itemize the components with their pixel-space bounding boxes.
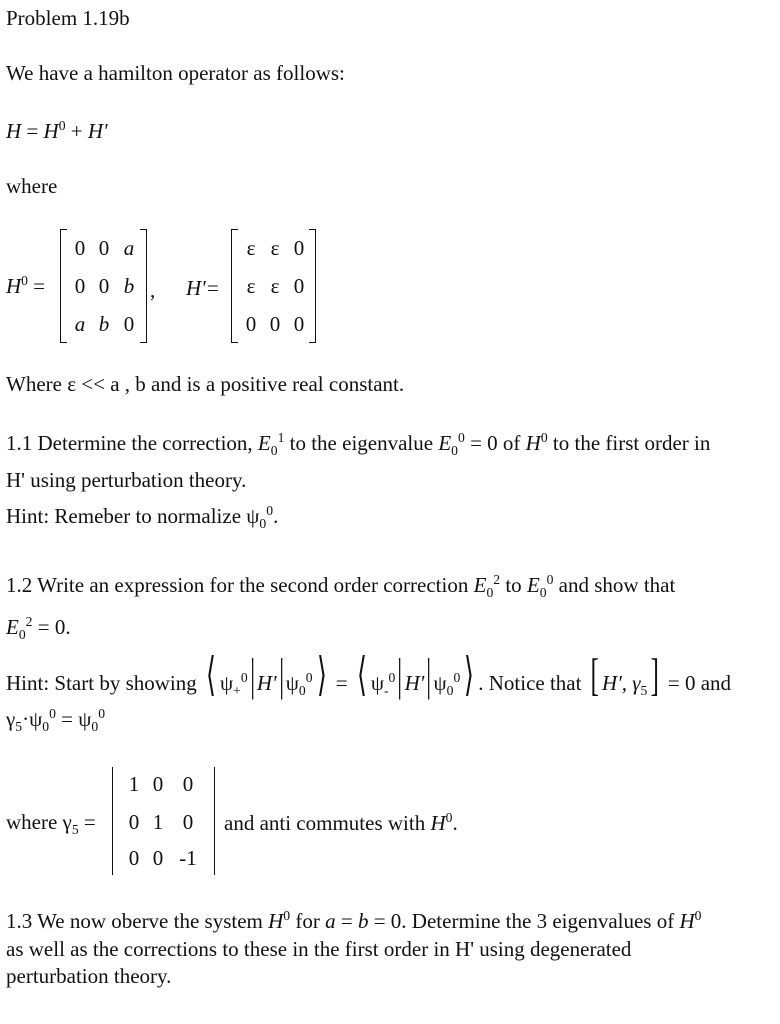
gamma5-label: where $\gamma_5$ = — [6, 810, 96, 838]
matrix-cell: 0 — [293, 312, 305, 336]
question-1-1-line2: H' using perturbation theory. — [6, 468, 247, 492]
matrix-cell: 0 — [74, 274, 86, 298]
gamma5-anticommute-text: and anti commutes with $H^0$. — [224, 810, 458, 835]
matrix-cell: b — [123, 274, 135, 298]
matrix-cell: -1 — [179, 846, 197, 870]
question-1-1-hint: Hint: Remeber to normalize $\psi_0^0$. — [6, 503, 279, 532]
problem-title: Problem 1.19b — [6, 6, 130, 30]
right-bar — [208, 767, 215, 875]
matrix-cell: 0 — [182, 810, 194, 834]
matrix-comma: , — [150, 278, 156, 302]
epsilon-condition: Where ε << a , b and is a positive real constant. — [6, 372, 405, 396]
h0-matrix-label: $H^0$ = — [6, 273, 46, 298]
matrix-cell: 0 — [293, 274, 305, 298]
question-1-3-line3: perturbation theory. — [6, 964, 172, 988]
matrix-cell: 0 — [152, 772, 164, 796]
matrix-cell: ε — [270, 274, 280, 298]
matrix-cell: 0 — [98, 274, 110, 298]
matrix-cell: 0 — [74, 236, 86, 260]
question-1-2-line3: $\gamma_5\cdot\psi_0^0 = \psi_0^0$ — [6, 706, 106, 735]
matrix-cell: 1 — [128, 772, 140, 796]
matrix-cell: 0 — [123, 312, 135, 336]
matrix-cell: ε — [246, 236, 256, 260]
matrix-cell: ε — [246, 274, 256, 298]
left-bar — [112, 767, 119, 875]
matrix-cell: 0 — [128, 846, 140, 870]
matrix-cell: 0 — [293, 236, 305, 260]
matrix-cell: 1 — [152, 810, 164, 834]
question-1-2: 1.2 Write an expression for the second order correction $E_0^2$ to $E_0^0$ and show that — [6, 572, 676, 601]
hamiltonian-equation: $H = H^0 + H'$ — [6, 118, 108, 143]
matrix-cell: 0 — [98, 236, 110, 260]
hp-matrix-label: H'= — [186, 276, 220, 300]
matrix-cell: a — [74, 312, 86, 336]
intro-text: We have a hamilton operator as follows: — [6, 61, 345, 85]
left-bracket — [231, 229, 238, 343]
matrix-cell: 0 — [152, 846, 164, 870]
question-1-2-hint: Hint: Start by showing ⟨ $\psi_+^0|H'|\psi_0^0⟩$ = ⟨ $\psi_-^0|H'|\psi_0^0⟩$ . Notice that [ H', $\gamma_5] = 0$ and — [6, 649, 732, 700]
left-bracket — [60, 229, 67, 343]
matrix-cell: b — [98, 312, 110, 336]
matrix-cell: 0 — [128, 810, 140, 834]
question-1-3-line2: as well as the corrections to these in the first order in H' using degenerated — [6, 937, 632, 961]
matrix-cell: 0 — [245, 312, 257, 336]
where-label: where — [6, 174, 58, 198]
matrix-cell: ε — [270, 236, 280, 260]
matrix-cell: 0 — [182, 772, 194, 796]
question-1-3: 1.3 We now oberve the system $H^0$ for a = b = 0. Determine the 3 eigenvalues of $H^0$ — [6, 908, 702, 933]
matrix-cell: a — [123, 236, 135, 260]
question-1-1: 1.1 Determine the correction, $E_0^1$ to the eigenvalue $E_0^0 = 0$ of $H^0$ to the first order in — [6, 430, 711, 459]
matrix-cell: 0 — [269, 312, 281, 336]
question-1-2-line2: $E_0^2 = 0$. — [6, 614, 71, 643]
h-symbol: H — [6, 119, 22, 143]
